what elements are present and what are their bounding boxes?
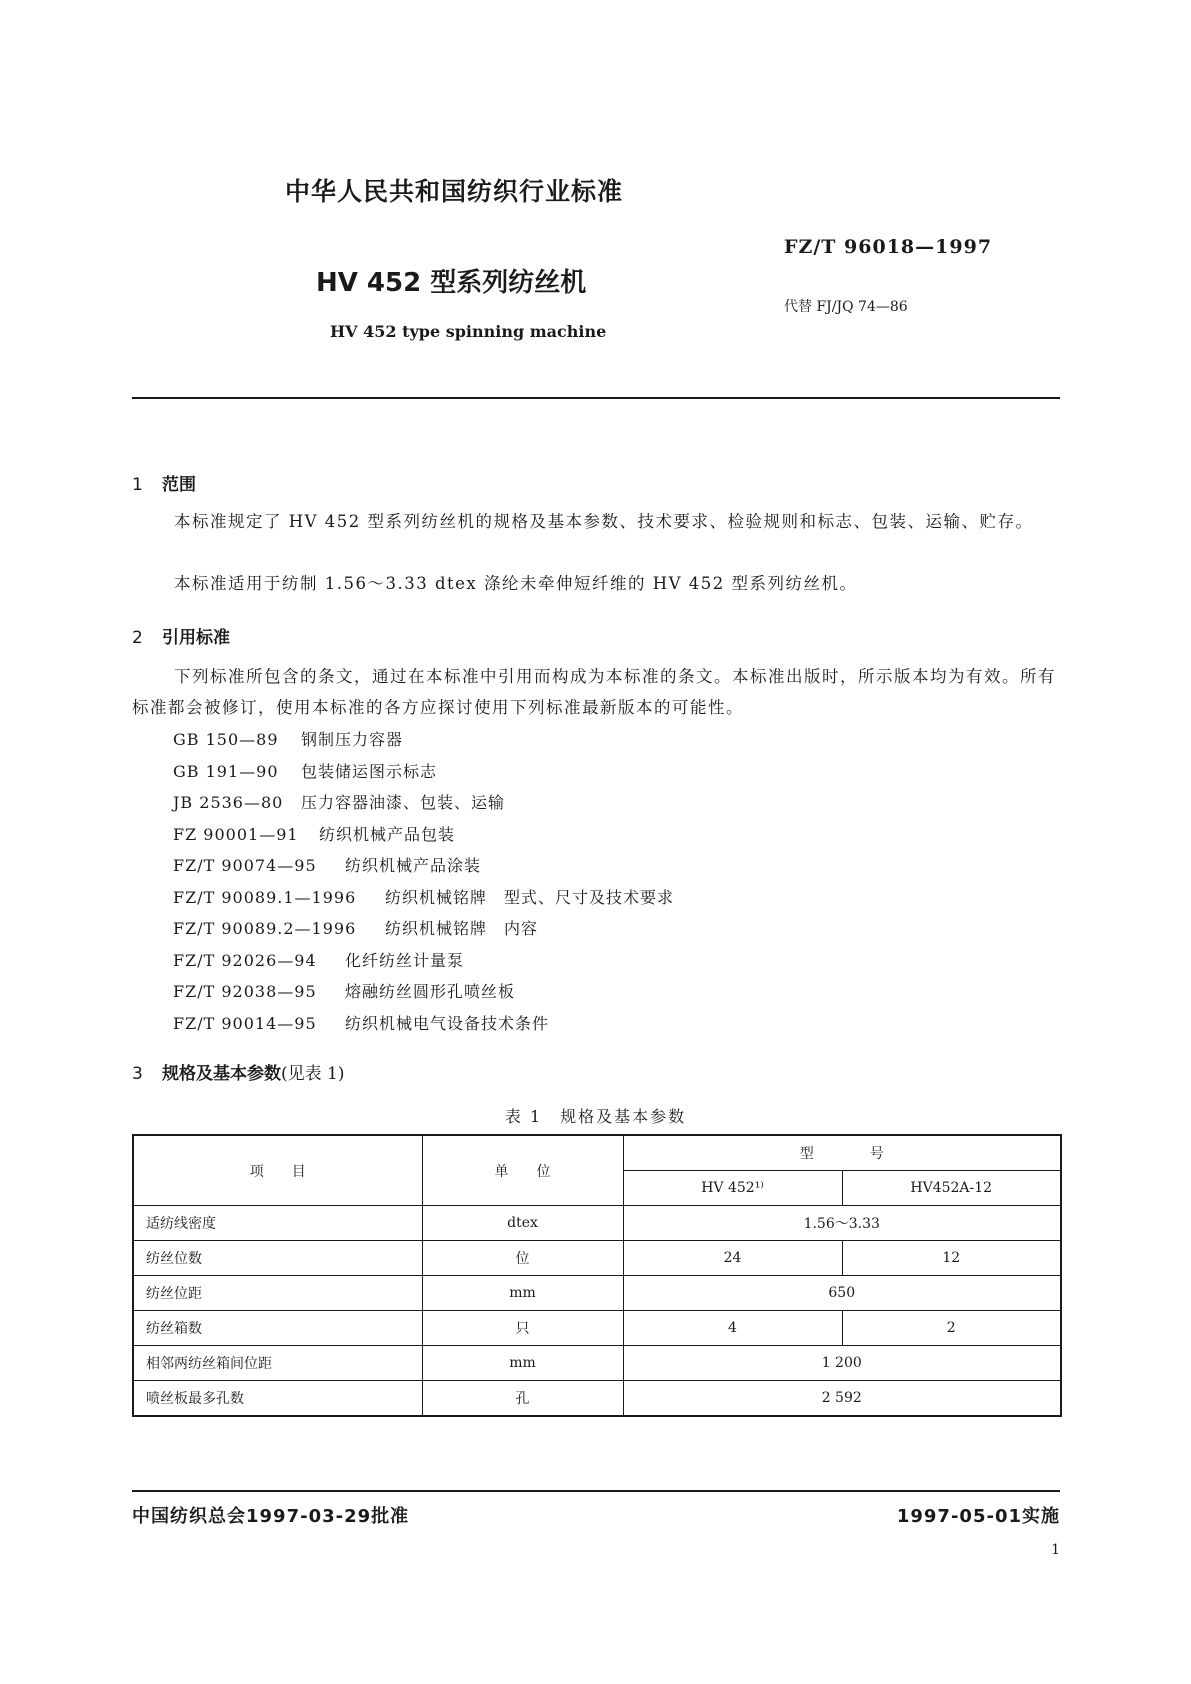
row-unit: 只 bbox=[422, 1311, 623, 1346]
table-row bbox=[133, 1276, 1061, 1311]
reference-code: FZ/T 90074—95 bbox=[173, 856, 317, 875]
row-unit: dtex bbox=[422, 1206, 623, 1241]
reference-title: 纺织机械产品包装 bbox=[319, 824, 456, 844]
reference-title: 包装储运图示标志 bbox=[301, 761, 438, 781]
reference-title: 化纤纺丝计量泵 bbox=[345, 950, 465, 970]
row-value: 650 bbox=[623, 1276, 1061, 1311]
header-item: 项 目 bbox=[133, 1135, 422, 1206]
standard-title: 中华人民共和国纺织行业标准 bbox=[285, 177, 624, 206]
section-3-title: 规格及基本参数 bbox=[162, 1064, 281, 1084]
header-model-a: HV 452¹⁾ bbox=[623, 1171, 842, 1206]
reference-item bbox=[173, 882, 674, 914]
spec-table bbox=[132, 1134, 1062, 1417]
reference-title: 纺织机械铭牌 内容 bbox=[385, 919, 539, 938]
reference-item bbox=[173, 945, 674, 977]
table-row bbox=[133, 1206, 1061, 1241]
row-unit: mm bbox=[422, 1276, 623, 1311]
reference-item bbox=[173, 787, 674, 819]
row-value-b: 2 bbox=[842, 1311, 1061, 1346]
reference-code: FZ/T 92038—95 bbox=[173, 982, 317, 1001]
section-3-note: (见表 1) bbox=[281, 1064, 345, 1084]
section-2-title: 引用标准 bbox=[162, 628, 230, 648]
page-number: 1 bbox=[1051, 1542, 1060, 1558]
document-title: HV 452 型系列纺丝机 bbox=[316, 268, 587, 298]
row-item: 纺丝位数 bbox=[133, 1241, 422, 1276]
reference-code: JB 2536—80 bbox=[173, 793, 284, 812]
reference-title: 熔融纺丝圆形孔喷丝板 bbox=[345, 982, 516, 1001]
section-2-paragraph: 下列标准所包含的条文，通过在本标准中引用而构成为本标准的条文。本标准出版时，所示版本均为有效。所有标准都会被修订，使用本标准的各方应探讨使用下列标准最新版本的可能性。 bbox=[132, 667, 1056, 717]
header-model-b: HV452A-12 bbox=[842, 1171, 1061, 1206]
table-row bbox=[133, 1381, 1061, 1417]
document-subtitle: HV 452 type spinning machine bbox=[330, 322, 607, 341]
replaces-note: 代替 FJ/JQ 74—86 bbox=[784, 299, 908, 315]
section-2-number: 2 bbox=[132, 628, 143, 648]
row-value-a: 4 bbox=[623, 1311, 842, 1346]
reference-code: FZ 90001—91 bbox=[173, 824, 299, 844]
reference-item bbox=[173, 724, 674, 756]
row-item: 纺丝箱数 bbox=[133, 1311, 422, 1346]
row-value: 1.56～3.33 bbox=[623, 1206, 1061, 1241]
reference-item bbox=[173, 913, 674, 945]
section-3-heading bbox=[132, 1059, 344, 1084]
row-value: 2 592 bbox=[623, 1381, 1061, 1417]
table-row bbox=[133, 1241, 1061, 1276]
row-item: 喷丝板最多孔数 bbox=[133, 1381, 422, 1417]
header-divider bbox=[132, 397, 1060, 399]
reference-item bbox=[173, 819, 674, 851]
section-3-number: 3 bbox=[132, 1064, 143, 1084]
section-1-paragraph-2: 本标准适用于纺制 1.56～3.33 dtex 涤纶未牵伸短纤维的 HV 452 型系列纺丝机。 bbox=[174, 574, 858, 593]
section-1-paragraph-1: 本标准规定了 HV 452 型系列纺丝机的规格及基本参数、技术要求、检验规则和标志、包装、运输、贮存。 bbox=[174, 512, 1034, 531]
row-value: 1 200 bbox=[623, 1346, 1061, 1381]
reference-code: FZ/T 90014—95 bbox=[173, 1013, 317, 1033]
reference-code: GB 191—90 bbox=[173, 761, 279, 781]
table-row bbox=[133, 1346, 1061, 1381]
effective-date: 1997-05-01实施 bbox=[896, 1506, 1060, 1527]
header-unit: 单 位 bbox=[422, 1135, 623, 1206]
reference-list bbox=[173, 724, 674, 1039]
section-2-heading bbox=[132, 623, 230, 648]
reference-code: FZ/T 90089.2—1996 bbox=[173, 919, 357, 938]
row-unit: 位 bbox=[422, 1241, 623, 1276]
reference-title: 钢制压力容器 bbox=[301, 730, 404, 749]
table-header-row bbox=[133, 1135, 1061, 1171]
row-item: 纺丝位距 bbox=[133, 1276, 422, 1311]
footer-divider bbox=[132, 1490, 1060, 1492]
table-caption: 表 1 规格及基本参数 bbox=[504, 1107, 687, 1126]
row-item: 适纺线密度 bbox=[133, 1206, 422, 1241]
row-value-a: 24 bbox=[623, 1241, 842, 1276]
row-value-b: 12 bbox=[842, 1241, 1061, 1276]
reference-item bbox=[173, 1008, 674, 1040]
section-1-title: 范围 bbox=[162, 475, 196, 495]
reference-code: FZ/T 92026—94 bbox=[173, 950, 317, 970]
table-row bbox=[133, 1311, 1061, 1346]
section-1-heading bbox=[132, 470, 196, 495]
row-unit: 孔 bbox=[422, 1381, 623, 1417]
standard-code: FZ/T 96018—1997 bbox=[784, 236, 993, 258]
header-model: 型 号 bbox=[623, 1135, 1061, 1171]
reference-title: 纺织机械产品涂装 bbox=[345, 856, 482, 875]
section-1-number: 1 bbox=[132, 475, 143, 495]
reference-title: 纺织机械电气设备技术条件 bbox=[345, 1013, 550, 1033]
reference-title: 纺织机械铭牌 型式、尺寸及技术要求 bbox=[385, 887, 675, 907]
reference-item bbox=[173, 850, 674, 882]
reference-code: FZ/T 90089.1—1996 bbox=[173, 887, 357, 907]
reference-code: GB 150—89 bbox=[173, 730, 279, 749]
row-unit: mm bbox=[422, 1346, 623, 1381]
reference-title: 压力容器油漆、包装、运输 bbox=[301, 793, 506, 812]
reference-item bbox=[173, 976, 674, 1008]
issue-statement: 中国纺织总会1997-03-29批准 bbox=[132, 1506, 410, 1527]
row-item: 相邻两纺丝箱间位距 bbox=[133, 1346, 422, 1381]
reference-item bbox=[173, 756, 674, 788]
